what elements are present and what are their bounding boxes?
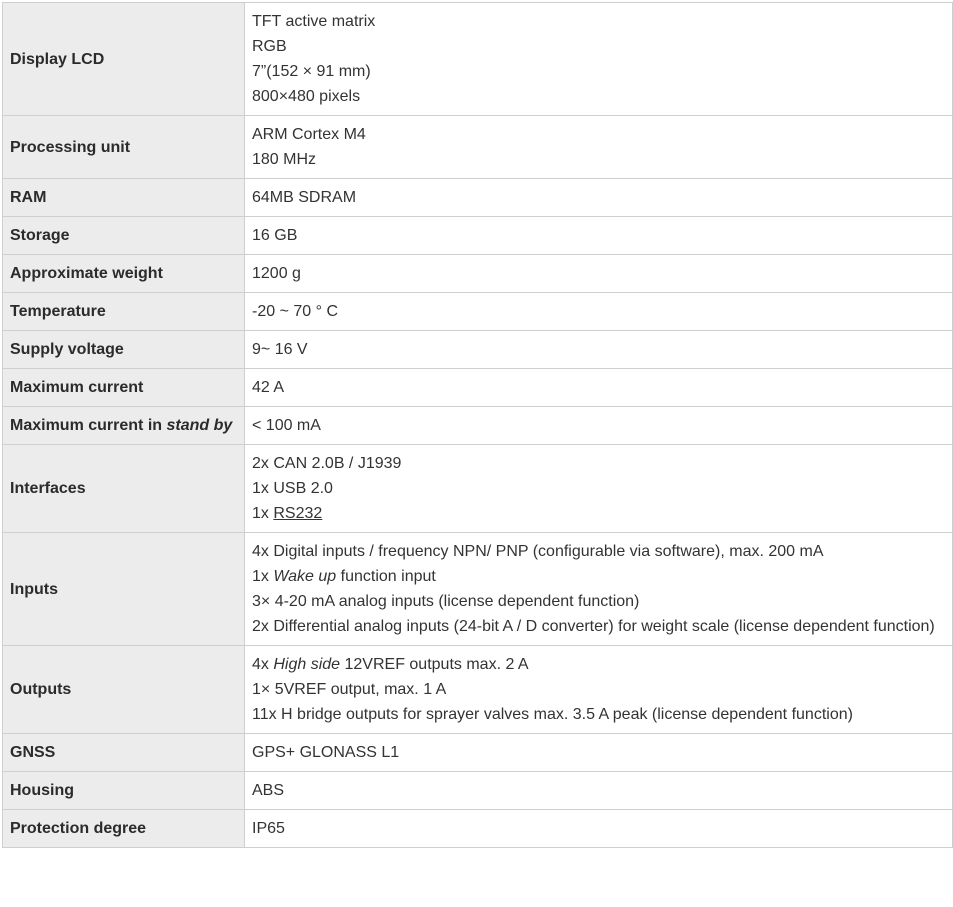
spec-value: 64MB SDRAM: [245, 179, 953, 217]
spec-value: 2x CAN 2.0B / J1939 1x USB 2.0 1x RS232: [245, 445, 953, 533]
spec-label: Outputs: [3, 646, 245, 734]
spec-label: Approximate weight: [3, 255, 245, 293]
spec-row-protection-degree: [3, 810, 953, 848]
specifications-table: [2, 2, 953, 848]
spec-row-processing-unit: [3, 116, 953, 179]
spec-row-approximate-weight: [3, 255, 953, 293]
spec-value: 16 GB: [245, 217, 953, 255]
spec-row-maximum-current: [3, 369, 953, 407]
spec-value: 4x Digital inputs / frequency NPN/ PNP (configurable via software), max. 200 mA 1x Wake up function input 3× 4-20 mA analog inputs (license dependent function) 2x Differential analog inputs (24-bit A / D converter) for weight scale (license dependent function): [245, 533, 953, 646]
spec-row-ram: [3, 179, 953, 217]
spec-label: Supply voltage: [3, 331, 245, 369]
spec-value: < 100 mA: [245, 407, 953, 445]
spec-label: Protection degree: [3, 810, 245, 848]
spec-value: IP65: [245, 810, 953, 848]
spec-label: Display LCD: [3, 3, 245, 116]
spec-value: 1200 g: [245, 255, 953, 293]
spec-row-outputs: [3, 646, 953, 734]
rs232-link[interactable]: RS232: [273, 505, 323, 522]
spec-value: 42 A: [245, 369, 953, 407]
spec-label: Processing unit: [3, 116, 245, 179]
spec-label: Inputs: [3, 533, 245, 646]
spec-value: 9~ 16 V: [245, 331, 953, 369]
spec-label: GNSS: [3, 734, 245, 772]
spec-row-storage: [3, 217, 953, 255]
spec-value: GPS+ GLONASS L1: [245, 734, 953, 772]
spec-value: ABS: [245, 772, 953, 810]
spec-value: TFT active matrix RGB 7”(152 × 91 mm) 800×480 pixels: [245, 3, 953, 116]
spec-row-maximum-current-standby: [3, 407, 953, 445]
spec-row-supply-voltage: [3, 331, 953, 369]
spec-label: Housing: [3, 772, 245, 810]
spec-row-gnss: [3, 734, 953, 772]
spec-label: Maximum current: [3, 369, 245, 407]
spec-label: Maximum current in stand by: [3, 407, 245, 445]
spec-label: Interfaces: [3, 445, 245, 533]
spec-row-inputs: [3, 533, 953, 646]
spec-label: RAM: [3, 179, 245, 217]
spec-label: Storage: [3, 217, 245, 255]
spec-value: -20 ~ 70 ° C: [245, 293, 953, 331]
spec-label: Temperature: [3, 293, 245, 331]
spec-value: ARM Cortex M4 180 MHz: [245, 116, 953, 179]
spec-row-display-lcd: [3, 3, 953, 116]
spec-row-temperature: [3, 293, 953, 331]
spec-row-interfaces: [3, 445, 953, 533]
spec-row-housing: [3, 772, 953, 810]
spec-value: 4x High side 12VREF outputs max. 2 A 1× 5VREF output, max. 1 A 11x H bridge outputs for sprayer valves max. 3.5 A peak (license dependent function): [245, 646, 953, 734]
